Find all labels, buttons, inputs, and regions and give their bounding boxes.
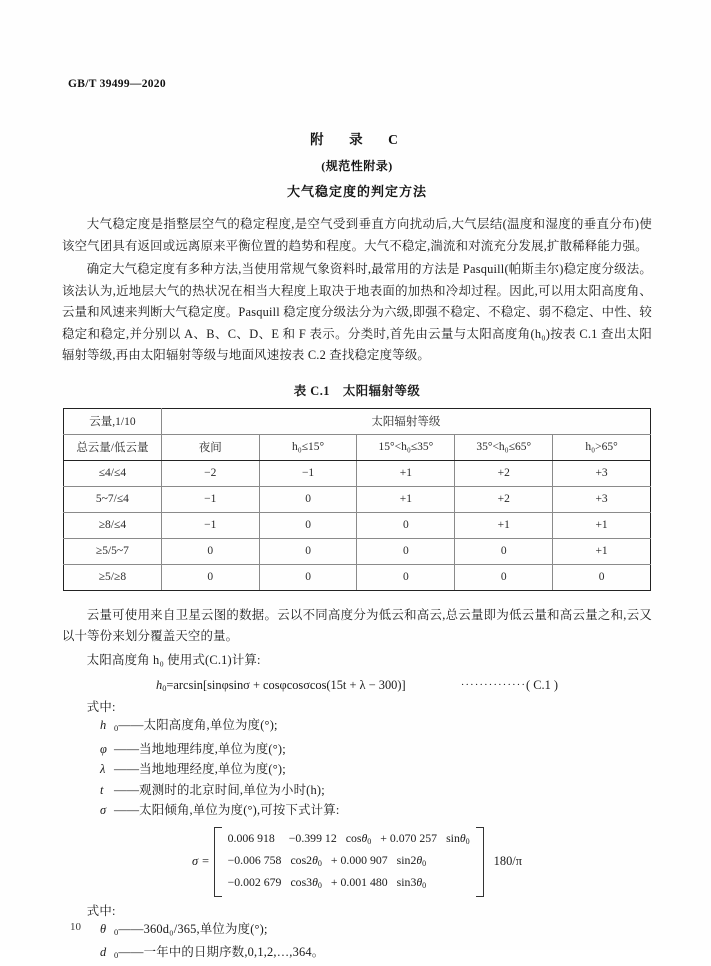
- definition-item: [62, 942, 652, 966]
- matrix-func: sin: [446, 830, 460, 845]
- definition-symbol: φ: [100, 741, 108, 756]
- definition-text: ——一年中的日期序数,0,1,2,…,364。: [118, 945, 325, 960]
- formula-leader-dots: ··············: [460, 679, 526, 691]
- where-label: 式中:: [86, 700, 116, 715]
- matrix-func: cos2: [290, 852, 313, 867]
- sigma-matrix-formula: [62, 827, 652, 897]
- table-row: [64, 460, 651, 486]
- cell-value: 0: [161, 538, 259, 564]
- paragraph-method: 确定大气稳定度有多种方法,当使用常规气象资料时,最常用的方法是 Pasquill(帕斯圭尔)稳定度分级法。该法认为,近地层大气的热状况在相当大程度上取决于地表面的加热和冷却过程。因此,可以用太阳高度角、云量和风速来判断大气稳定度。Pasquill 稳定度分级法分为六级,即强不稳定、不稳定、弱不稳定、中性、较稳定和稳定,并分别以 A、B、C、D、E 和 F 表示。分类时,首先由云量与太阳高度角(h₀)按表 C.1 查出太阳辐射等级,再由太阳辐射等级与地面风速按表 C.2 查找稳定度等级。: [62, 262, 652, 362]
- formula-number: ( C.1 ): [526, 678, 559, 692]
- matrix-row-1: 0.006 918 −0.399 12 cosθ$_0$ + 0.070 257 sinθ$_0$: [227, 830, 470, 846]
- cell-value: 0: [259, 564, 357, 590]
- definition-item: [62, 919, 652, 943]
- cell-value: 0: [161, 564, 259, 590]
- matrix-func: cos: [345, 830, 362, 845]
- cell-value: +3: [553, 460, 651, 486]
- matrix-term: + 0.000 907: [330, 852, 388, 867]
- definition-item: [62, 759, 652, 780]
- definition-symbol: t: [100, 782, 104, 797]
- cell-value: +1: [553, 512, 651, 538]
- definition-text: ——当地地理纬度,单位为度(°);: [114, 741, 286, 756]
- formula-lhs-sub: 0: [162, 683, 167, 694]
- definition-symbol-sub: 0: [114, 926, 119, 937]
- table-row: [64, 564, 651, 590]
- paragraph-definition: 大气稳定度是指整层空气的稳定程度,是空气受到垂直方向扰动后,大气层结(温度和湿度的垂直分布)使该空气团具有返回或远离原来平衡位置的趋势和程度。大气不稳定,湍流和对流充分发展,扩散稀释能力强。: [62, 217, 652, 253]
- definition-symbol: h: [100, 718, 107, 733]
- definition-symbol-sub: 0: [114, 723, 119, 734]
- matrix-bracket-left-icon: [214, 827, 222, 897]
- paragraph-solar-angle: 太阳高度角 h₀ 使用式(C.1)计算:: [86, 652, 261, 667]
- row-label: 5~7/≤4: [64, 486, 162, 512]
- matrix-term: −0.006 758: [227, 852, 282, 867]
- cell-value: 0: [553, 564, 651, 590]
- definition-symbol: λ: [100, 762, 106, 777]
- table-row: [64, 486, 651, 512]
- definition-list-1: [62, 715, 652, 821]
- page-content: [62, 128, 652, 966]
- row-label: ≥5/5~7: [64, 538, 162, 564]
- header-total-low-cloud: 总云量/低云量: [64, 434, 162, 460]
- cell-value: 0: [259, 486, 357, 512]
- definition-text: ——太阳高度角,单位为度(°);: [118, 718, 278, 733]
- formula-c1: [62, 678, 652, 693]
- matrix-row-2: −0.006 758 $\cos 2\theta_0 + 0.000$ 907 $\sin 2\theta_0$: [227, 852, 427, 868]
- table-row: [64, 512, 651, 538]
- matrix-term: + 0.001 480: [330, 874, 388, 889]
- definition-symbol-sub: 0: [114, 950, 119, 961]
- definition-item: [62, 715, 652, 739]
- matrix-term: 0.006 918: [227, 830, 275, 845]
- definition-text: ——太阳倾角,单位为度(°),可按下式计算:: [114, 803, 340, 818]
- matrix-bracket-right-icon: [476, 827, 484, 897]
- header-angle-3: 35°<h₀≤65°: [455, 434, 553, 460]
- definition-symbol: d: [100, 945, 107, 960]
- matrix-func: cos3: [290, 874, 313, 889]
- table-header-row-2: [64, 434, 651, 460]
- cell-value: 0: [357, 538, 455, 564]
- table-caption: 表 C.1 太阳辐射等级: [293, 383, 421, 398]
- annex-title: 附 录 C: [310, 132, 404, 147]
- cell-value: −1: [161, 512, 259, 538]
- cell-value: 0: [357, 512, 455, 538]
- cell-value: −2: [161, 460, 259, 486]
- header-angle-2: 15°<h₀≤35°: [357, 434, 455, 460]
- standard-code: GB/T 39499—2020: [68, 78, 166, 90]
- cell-value: +1: [357, 486, 455, 512]
- cell-value: +1: [357, 460, 455, 486]
- definition-item: [62, 739, 652, 760]
- cell-value: −1: [259, 460, 357, 486]
- header-angle-4: h₀>65°: [553, 434, 651, 460]
- matrix-rows: [222, 827, 476, 897]
- where-label-2: 式中:: [86, 903, 116, 918]
- definition-symbol: θ: [100, 921, 107, 936]
- definition-symbol: σ: [100, 803, 107, 818]
- cell-value: +1: [553, 538, 651, 564]
- solar-radiation-table: [63, 408, 651, 591]
- matrix-row-3: −0.002 679 $\cos 3\theta_0 + 0.001$ 480 $\sin 3\theta_0$: [227, 874, 427, 890]
- cell-value: +3: [553, 486, 651, 512]
- cell-value: 0: [455, 538, 553, 564]
- table-row: [64, 538, 651, 564]
- cell-value: 0: [259, 512, 357, 538]
- matrix-term: −0.399 12: [288, 830, 337, 845]
- page-number: 10: [70, 921, 81, 933]
- matrix-func: sin3: [396, 874, 417, 889]
- definition-text: ——360d₀/365,单位为度(°);: [118, 921, 268, 936]
- cell-value: 0: [259, 538, 357, 564]
- annex-subtitle: (规范性附录): [321, 159, 393, 173]
- cell-value: +1: [455, 512, 553, 538]
- matrix-func: sin2: [396, 852, 417, 867]
- cell-value: +2: [455, 460, 553, 486]
- definition-text: ——当地地理经度,单位为度(°);: [114, 762, 286, 777]
- formula-c1-expression: [156, 678, 406, 693]
- cell-value: −1: [161, 486, 259, 512]
- matrix-term: −0.002 679: [227, 874, 282, 889]
- cell-value: 0: [455, 564, 553, 590]
- header-cloud-label: 云量,1/10: [64, 408, 162, 434]
- row-label: ≥5/≥8: [64, 564, 162, 590]
- annex-name: 大气稳定度的判定方法: [286, 184, 427, 199]
- definition-item: [62, 780, 652, 801]
- header-radiation-label: 太阳辐射等级: [161, 408, 650, 434]
- formula-body: =arcsin[sinφsinσ + cosφcosσcos(15t + λ − 300)]: [166, 678, 406, 692]
- row-label: ≤4/≤4: [64, 460, 162, 486]
- table-header-row-1: [64, 408, 651, 434]
- formula-lhs: h: [155, 678, 163, 692]
- row-label: ≥8/≤4: [64, 512, 162, 538]
- page-header: [68, 78, 166, 90]
- header-angle-1: h₀≤15°: [259, 434, 357, 460]
- matrix-term: + 0.070 257: [380, 830, 438, 845]
- cell-value: +2: [455, 486, 553, 512]
- paragraph-cloud-data: 云量可使用来自卫星云图的数据。云以不同高度分为低云和高云,总云量即为低云量和高云量之和,云又以十等份来划分覆盖天空的量。: [62, 607, 652, 643]
- sigma-lhs: σ =: [192, 854, 210, 869]
- header-night: 夜间: [161, 434, 259, 460]
- definition-item: [62, 800, 652, 821]
- definition-text: ——观测时的北京时间,单位为小时(h);: [114, 782, 325, 797]
- matrix-multiplier: 180/π: [493, 854, 522, 869]
- cell-value: 0: [357, 564, 455, 590]
- definition-list-2: [62, 919, 652, 966]
